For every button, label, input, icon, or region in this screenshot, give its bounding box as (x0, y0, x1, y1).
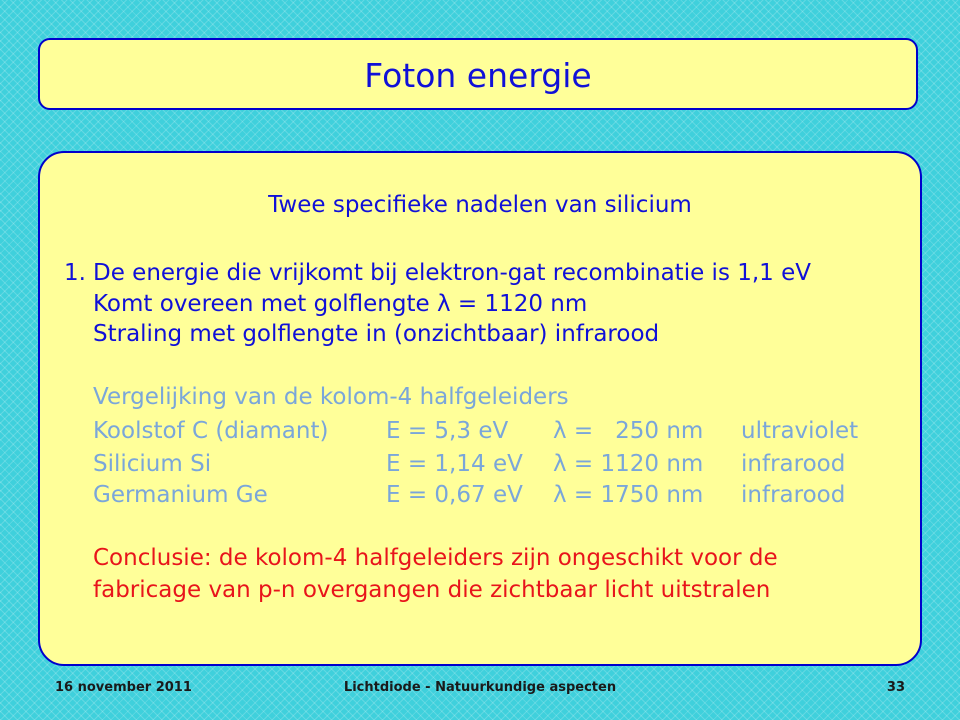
footer-title: Lichtdiode - Natuurkundige aspecten (343, 680, 617, 695)
row-0-region: ultraviolet (741, 418, 859, 444)
footer-date: 16 november 2011 (55, 680, 192, 695)
list-number: 1. (64, 260, 86, 286)
row-1-name: Silicium Si (93, 451, 212, 477)
row-2-name: Germanium Ge (93, 482, 268, 508)
row-0-energy: E = 5,3 eV (386, 418, 509, 444)
row-1-energy: E = 1,14 eV (386, 451, 523, 477)
footer-page-number: 33 (886, 680, 905, 695)
conclusion-line-2: fabricage van p-n overgangen die zichtbaar licht uitstralen (93, 577, 771, 603)
slide-title: Foton energie (364, 56, 592, 95)
conclusion-line-1: Conclusie: de kolom-4 halfgeleiders zijn ongeschikt voor de (93, 545, 778, 571)
point-line-1: De energie die vrijkomt bij elektron-gat recombinatie is 1,1 eV (93, 260, 812, 286)
point-line-3: Straling met golflengte in (onzichtbaar) infrarood (93, 321, 660, 347)
point-line-2: Komt overeen met golflengte λ = 1120 nm (93, 291, 588, 317)
row-2-energy: E = 0,67 eV (386, 482, 523, 508)
row-1-wavelength: λ = 1120 nm (553, 451, 704, 477)
row-0-wavelength: λ = 250 nm (553, 418, 704, 444)
comparison-heading: Vergelijking van de kolom-4 halfgeleiders (93, 384, 569, 410)
row-0-name: Koolstof C (diamant) (93, 418, 329, 444)
title-box (38, 38, 918, 110)
row-2-region: infrarood (741, 482, 846, 508)
row-1-region: infrarood (741, 451, 846, 477)
content-subtitle: Twee specifieke nadelen van silicium (268, 192, 692, 218)
row-2-wavelength: λ = 1750 nm (553, 482, 704, 508)
